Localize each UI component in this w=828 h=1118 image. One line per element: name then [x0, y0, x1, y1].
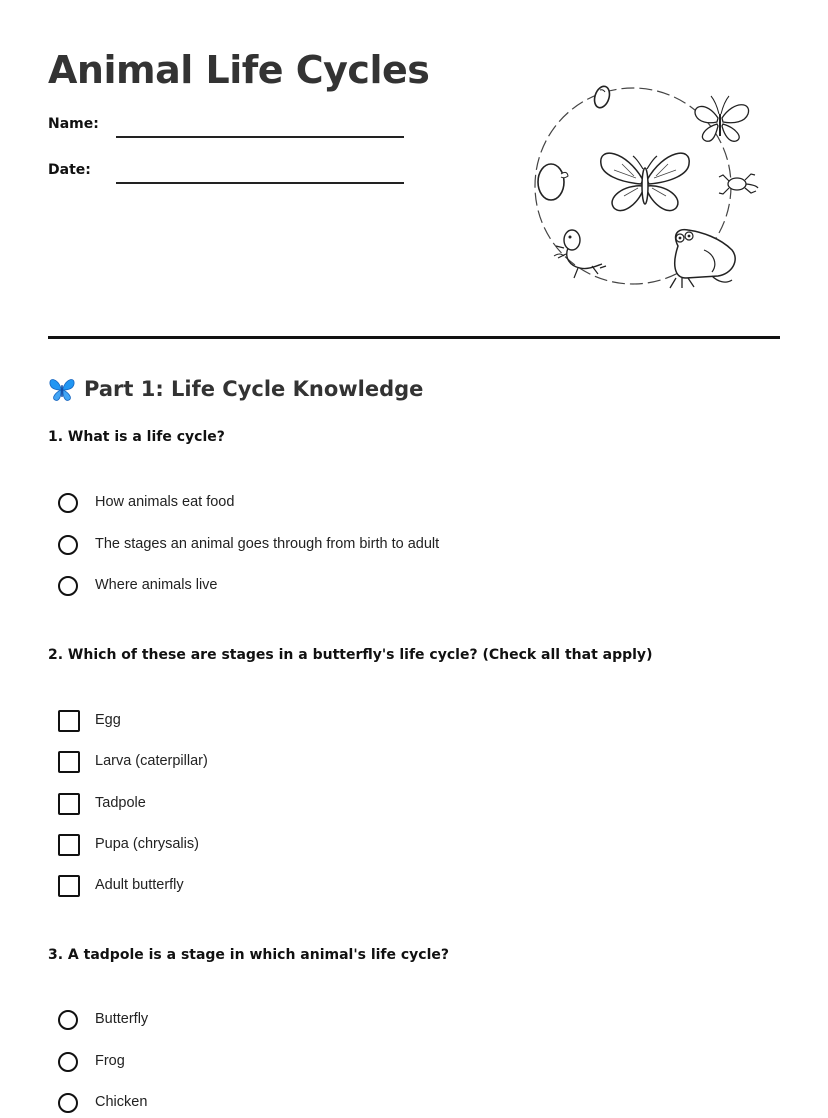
checkbox[interactable] — [58, 793, 80, 815]
name-input-line[interactable] — [116, 136, 404, 138]
q2-option-2-label: Larva (caterpillar) — [95, 753, 208, 769]
q1-option-1[interactable] — [58, 491, 235, 515]
butterfly-icon — [48, 376, 76, 402]
egg-large-icon — [538, 164, 568, 200]
checkbox[interactable] — [58, 834, 80, 856]
q3-option-1-label: Butterfly — [95, 1011, 149, 1027]
question-2: 2. Which of these are stages in a butterfly's life cycle? (Check all that apply) — [48, 647, 653, 663]
header-divider — [48, 336, 780, 339]
q1-option-1-label: How animals eat food — [95, 494, 235, 510]
frog-icon — [670, 230, 735, 288]
tadpole-icon — [554, 230, 606, 278]
q3-option-1[interactable] — [58, 1008, 149, 1032]
butterfly-center-icon — [601, 153, 689, 210]
question-1: 1. What is a life cycle? — [48, 429, 225, 445]
q2-option-5-label: Adult butterfly — [95, 877, 184, 893]
checkbox[interactable] — [58, 751, 80, 773]
q3-option-2[interactable] — [58, 1050, 125, 1074]
life-cycle-illustration — [526, 78, 768, 296]
radio-button[interactable] — [58, 1052, 78, 1072]
q2-option-4[interactable] — [58, 833, 199, 857]
radio-button[interactable] — [58, 1010, 78, 1030]
q2-option-2[interactable] — [58, 750, 208, 774]
radio-button[interactable] — [58, 576, 78, 596]
q3-option-3[interactable] — [58, 1091, 148, 1115]
q1-option-2-label: The stages an animal goes through from birth to adult — [95, 536, 440, 552]
butterfly-small-icon — [695, 96, 749, 141]
worksheet-title: Animal Life Cycles — [48, 48, 430, 92]
name-label: Name: — [48, 116, 99, 132]
q2-option-3-label: Tadpole — [95, 795, 146, 811]
q3-option-2-label: Frog — [95, 1053, 125, 1069]
date-label: Date: — [48, 162, 91, 178]
q2-option-5[interactable] — [58, 874, 184, 898]
q1-option-2[interactable] — [58, 533, 440, 557]
q2-option-4-label: Pupa (chrysalis) — [95, 836, 199, 852]
checkbox[interactable] — [58, 875, 80, 897]
checkbox[interactable] — [58, 710, 80, 732]
radio-button[interactable] — [58, 493, 78, 513]
question-3: 3. A tadpole is a stage in which animal's life cycle? — [48, 947, 450, 963]
froglet-icon — [719, 174, 758, 194]
part1-heading-text: Part 1: Life Cycle Knowledge — [84, 377, 424, 401]
q1-option-3-label: Where animals live — [95, 577, 218, 593]
q2-option-3[interactable] — [58, 792, 146, 816]
egg-small-icon — [592, 84, 612, 109]
name-field[interactable] — [48, 116, 408, 140]
radio-button[interactable] — [58, 535, 78, 555]
radio-button[interactable] — [58, 1093, 78, 1113]
date-field[interactable] — [48, 162, 408, 186]
q2-option-1-label: Egg — [95, 712, 121, 728]
date-input-line[interactable] — [116, 182, 404, 184]
q1-option-3[interactable] — [58, 574, 218, 598]
q3-option-3-label: Chicken — [95, 1094, 148, 1110]
q2-option-1[interactable] — [58, 709, 121, 733]
part1-heading — [48, 374, 423, 404]
